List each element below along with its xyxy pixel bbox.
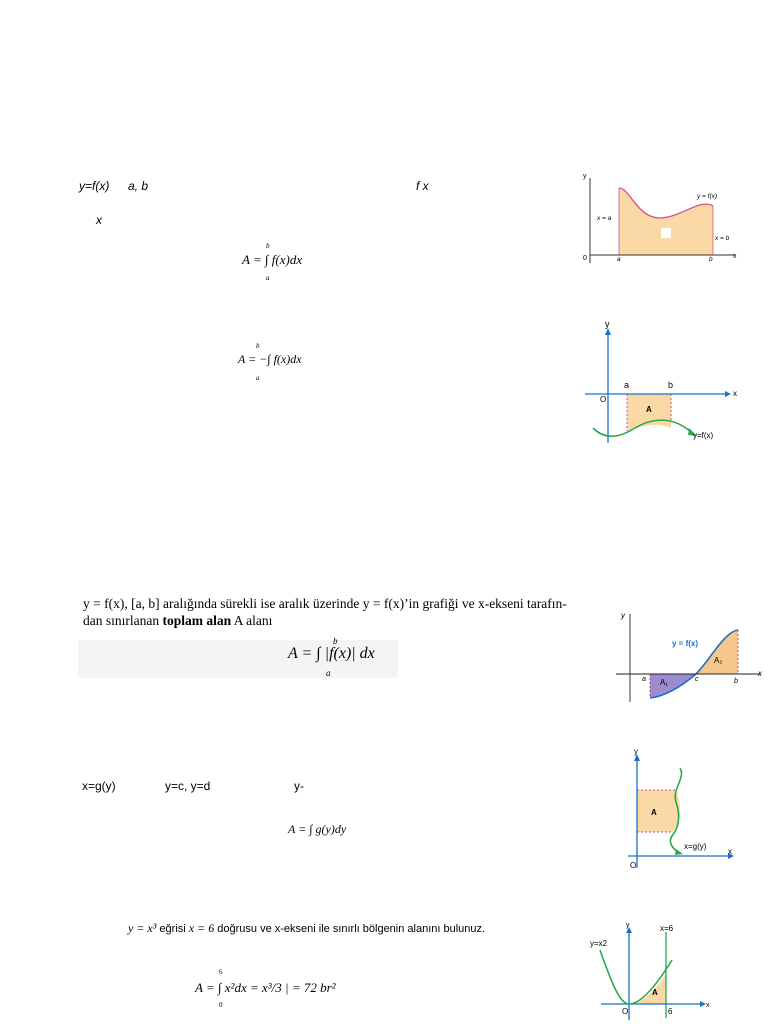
area-formula-4-text: A = ∫ g(y)dy <box>288 822 347 836</box>
figure-3 <box>612 608 768 704</box>
area-region <box>637 790 680 832</box>
solution-lower-limit: 0 <box>219 1001 223 1009</box>
label-b: b <box>709 256 713 263</box>
area-marker <box>661 228 671 238</box>
line-2-bold: toplam alan <box>162 613 232 628</box>
figure-2 <box>585 318 745 448</box>
fx-fragment: f x <box>416 179 429 193</box>
label-c: c <box>695 676 699 683</box>
question-text-2: doğrusu ve x-ekseni ile sınırlı bölgenin alanını bulunuz. <box>214 923 486 935</box>
label-six: 6 <box>668 1007 673 1016</box>
label-origin: O <box>600 395 607 404</box>
question-text-1: eğrisi <box>156 923 189 935</box>
label-y: y <box>626 922 630 929</box>
figure-4 <box>620 748 760 876</box>
label-a2: A₂ <box>714 656 723 665</box>
section-3-line-2 <box>83 612 272 630</box>
solution-upper-limit: 6 <box>219 968 223 976</box>
label-xb: x = b <box>715 235 730 242</box>
label-area: A <box>651 808 657 817</box>
area-a1-region <box>650 674 696 698</box>
upper-limit-1: b <box>266 242 270 250</box>
area-formula-4 <box>288 822 346 837</box>
label-x: x <box>733 389 737 398</box>
upper-limit-3: b <box>333 636 338 646</box>
line-2-end: A alanı <box>231 613 273 628</box>
label-b: b <box>668 380 674 390</box>
eq-curve: y = x³ <box>128 921 157 935</box>
bounds-fragment: y=c, y=d <box>165 779 211 793</box>
label-y: y <box>634 747 638 756</box>
label-a: a <box>642 676 646 683</box>
solution-formula-text: A = ∫ x²dx = x³/3 | = 72 br² <box>195 980 336 995</box>
eq-line: x = 6 <box>188 921 215 935</box>
label-x: x <box>728 847 732 856</box>
label-area: A <box>652 988 658 997</box>
area-formula-2 <box>238 352 302 367</box>
label-curve: x=g(y) <box>684 842 707 851</box>
label-y: y <box>605 319 610 329</box>
label-a: a <box>617 256 621 263</box>
label-y: y <box>621 611 625 620</box>
lower-limit-3: a <box>326 668 331 678</box>
line-2-start: dan sınırlanan <box>83 613 163 628</box>
solution-formula <box>195 980 336 996</box>
function-fragment: y=f(x) <box>79 179 110 193</box>
upper-limit-2: b <box>256 342 260 350</box>
figure-1 <box>575 168 745 268</box>
label-x: x <box>758 669 762 678</box>
label-a1: A₁ <box>660 678 669 687</box>
label-x: x <box>733 253 737 260</box>
x-fragment: x <box>96 213 102 227</box>
label-y: y <box>583 173 587 180</box>
label-curve: y = f(x) <box>697 193 718 200</box>
label-curve: y=f(x) <box>693 431 714 440</box>
label-area: A <box>646 405 652 414</box>
label-x: x <box>706 1002 710 1009</box>
label-line: x=6 <box>660 924 674 933</box>
area-formula-3-text: A = ∫ |f(x)| dx <box>288 645 375 662</box>
figure-5 <box>586 924 746 1024</box>
label-curve: y=x2 <box>590 939 608 948</box>
axis-fragment: y- <box>294 779 304 793</box>
lower-limit-1: a <box>266 274 270 282</box>
example-question <box>128 921 485 936</box>
label-xa: x = a <box>597 215 612 222</box>
area-formula-3 <box>288 645 375 663</box>
label-a: a <box>624 380 630 390</box>
label-b: b <box>734 678 738 685</box>
label-origin: O <box>630 861 637 870</box>
interval-fragment: a, b <box>128 179 149 193</box>
area-formula-2-text: A = −∫ f(x)dx <box>238 352 302 366</box>
area-formula-1-text: A = ∫ f(x)dx <box>242 252 303 267</box>
label-origin: 0 <box>583 255 587 262</box>
section-3-line-1: y = f(x), [a, b] aralığında sürekli ise aralık üzerinde y = f(x)’in grafiği ve x-ekseni tarafın- <box>83 596 567 611</box>
label-origin: O <box>622 1007 629 1016</box>
function-fragment-2: x=g(y) <box>82 779 116 793</box>
label-curve: y = f(x) <box>672 639 699 648</box>
lower-limit-2: a <box>256 374 260 382</box>
area-formula-1 <box>242 252 302 268</box>
